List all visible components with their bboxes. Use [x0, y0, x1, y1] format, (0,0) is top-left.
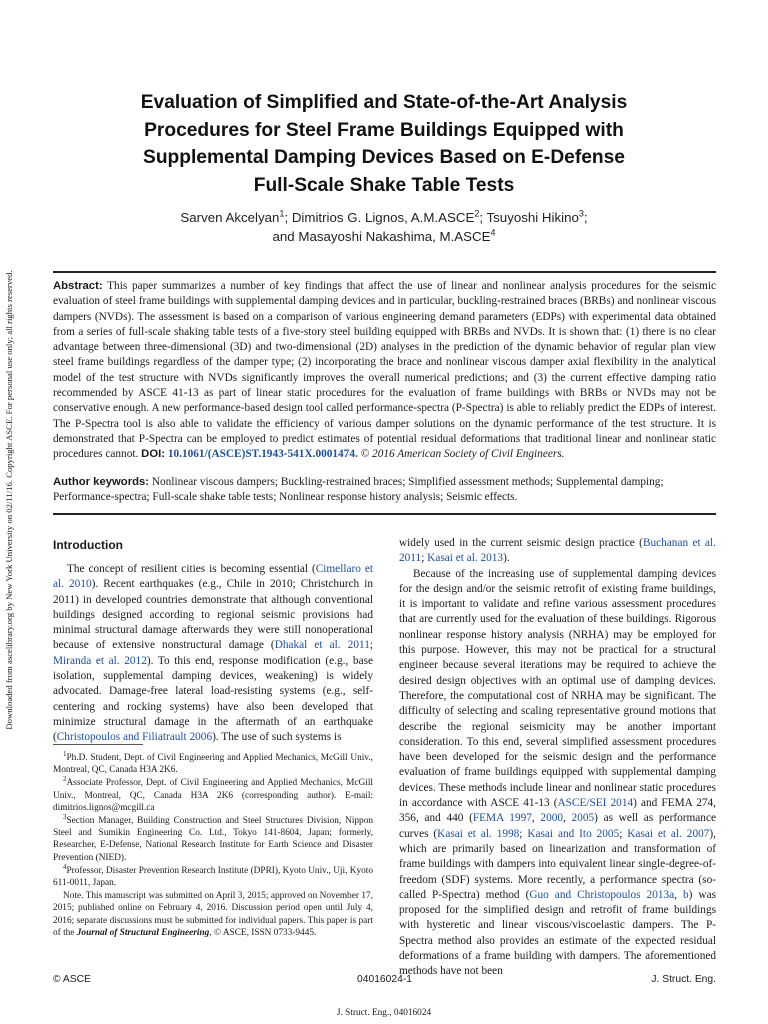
- author-name: ; Tsuyoshi Hikino: [479, 210, 579, 225]
- body-text: ).: [503, 552, 510, 565]
- citation-link[interactable]: Guo and Christopoulos 2013a: [529, 888, 675, 901]
- author-name: ; Dimitrios G. Lignos, A.M.ASCE: [284, 210, 475, 225]
- body-text: ). The use of such systems is: [212, 731, 342, 744]
- abstract-text: This paper summarizes a number of key findings that affect the use of linear and nonlinear analysis procedures for the seismic evaluation of steel frame buildings with supplemental damping devices and in particular, buckling-restrained braces (BRBs) and nonlinear viscous dampers (NVDs). The assessment is based on a comparison of various engineering demand parameters (EDPs) with experimental data obtained from a series of full-scale shaking table tests of a five-story steel building equipped with BRBs and NVDs. It is shown that: (1) there is no clear advantage between three-dimensional (3D) and two-dimensional (2D) analyses in the prediction of the dynamic behavior of regular plan view steel frame buildings regardless of the damper type; (2) incorporating the brace and nonlinear viscous damper axial flexibility in the analytical model of the test structure with NVDs significantly improves the overall numerical predictions; and (3) the current effective damping ratio recommended by ASCE 41-13 as part of linear static procedures for the evaluation of frame buildings with BRBs or NVDs may not be conservative enough. A new performance-based design tool called performance-spectra (P-Spectra) is able to reliably predict the EDPs of interest. The P-Spectra tool is also able to validate the efficiency of various damper solutions on the dynamic performance of the test structure. It is demonstrated that P-Spectra can be employed to predict estimates of potential residual deformations that traditional linear and nonlinear static procedures cannot.: [53, 280, 716, 461]
- title-line: Procedures for Steel Frame Buildings Equipped with: [144, 119, 624, 141]
- footnote: [53, 777, 373, 814]
- download-notice: [2, 240, 16, 760]
- footnote: [53, 812, 373, 864]
- abstract-label: Abstract:: [53, 280, 103, 292]
- footnote-marker: 1: [63, 749, 67, 758]
- author-list: [60, 208, 708, 246]
- note-text: Note. This manuscript was submitted on April 3, 2015; approved on November 17, 2015; published online on February 4, 2016. Discussion period open until July 4, 2016; separate discussions must be submitted for individual papers. This paper is part of the: [53, 891, 373, 938]
- affiliation-marker: 1: [279, 208, 285, 219]
- author-name: and Masayoshi Nakashima, M.ASCE: [272, 229, 491, 244]
- submission-note: [53, 890, 373, 939]
- citation-link[interactable]: FEMA 1997: [472, 812, 532, 825]
- header-rule: [53, 271, 716, 273]
- doi-label: DOI:: [141, 448, 166, 461]
- title-line: Supplemental Damping Devices Based on E-Defense: [143, 147, 625, 168]
- body-text: ). To this end, response modification (e.g., base isolation, supplemental damping devices, weakening) is widely advocated. Damage-free lateral load-resisting systems (e.g., self-centering and rocking systems) have also been developed that minimize structural damage in the aftermath of an earthquake (: [53, 654, 374, 744]
- body-text: ) and FEMA 274, 356, and 440 (: [399, 797, 717, 825]
- citation-link[interactable]: Cimellaro et al. 2010: [53, 563, 374, 591]
- paper-title: [60, 89, 708, 199]
- keywords-rule: [53, 513, 716, 515]
- section-heading: Introduction: [53, 538, 123, 552]
- footer-publisher: © ASCE: [53, 974, 91, 985]
- body-text: ;: [619, 827, 628, 840]
- author-separator: ;: [583, 210, 588, 225]
- affiliation-marker: 4: [490, 227, 496, 238]
- citation-link[interactable]: Kasai and Ito 2005: [527, 827, 620, 840]
- citation-link[interactable]: 2005: [571, 812, 595, 825]
- footnote-marker: 2: [63, 775, 67, 784]
- keywords-text: Nonlinear viscous dampers; Buckling-restrained braces; Simplified assessment methods; Supplemental damping; Performance-spectra; Full-scale shake table tests; Nonlinear response history analysis; Seismic effects.: [53, 476, 664, 504]
- body-paragraph: [399, 567, 716, 980]
- author-name: Sarven Akcelyan: [180, 210, 280, 225]
- page-footer: [53, 974, 716, 988]
- citation-link[interactable]: Kasai et al. 2013: [427, 552, 504, 565]
- body-text: ) was proposed for the simplified design and retrofit of frame buildings with hysteretic and linear viscous/viscoelastic dampers. The P-Spectra method also provides an estimate of the expected residual deformations of a frame building with dampers. The aforementioned methods have not been: [399, 888, 716, 978]
- footnote: [53, 749, 373, 776]
- affiliation-marker: 3: [578, 208, 584, 219]
- abstract-copyright: © 2016 American Society of Civil Engineers.: [360, 448, 565, 461]
- body-text: ), which are primarily based on linearization and transformation of frame buildings with dampers into equivalent linear single-degree-of-freedom (SDF) systems. More recently, a performance spectra (so-called P-Spectra) method (: [399, 827, 716, 901]
- citation-link[interactable]: Kasai et al. 2007: [627, 827, 710, 840]
- abstract: [53, 279, 716, 463]
- running-foot: J. Struct. Eng., 04016024: [336, 1008, 432, 1018]
- body-text: Because of the increasing use of supplemental damping devices for the design and/or the seismic retrofit of existing frame buildings, it is important to validate and refine various assessment procedures that are currently used for the evaluation of these buildings. Rigorous nonlinear response history analysis (NRHA) may be employed for this purpose. However, this may not be practical for a structural engineer because several iterations may be required to achieve the desired design objectives with an optimal use of damping devices. Therefore, the computational cost of NRHA may be significant. The difficulty of selecting and scaling representative ground motions that describe the regional seismicity may be another important consideration. To this end, several simplified assessment procedures have been developed for the seismic design and the performance evaluation of frame buildings equipped with supplemental damping devices. These methods include linear and nonlinear static procedures in accordance with ASCE 41-13 (: [399, 567, 716, 810]
- body-text: The concept of resilient cities is becoming essential (: [67, 563, 316, 575]
- body-text: ,: [674, 888, 683, 901]
- body-paragraph: [399, 536, 716, 567]
- body-text: ). Recent earthquakes (e.g., Chile in 2010; Christchurch in 2011) in developed countries demonstrate that although conventional buildings designed according to regional seismic provisions had minimal structural damage afterwards they were still nonoperational because of extensive nonstructural damage (: [53, 578, 373, 652]
- body-text: widely used in the current seismic design practice (: [399, 537, 643, 549]
- citation-link[interactable]: Kasai et al. 1998: [437, 827, 520, 840]
- citation-link[interactable]: Miranda et al. 2012: [53, 654, 147, 667]
- doi-link[interactable]: 10.1061/(ASCE)ST.1943-541X.0001474.: [167, 448, 358, 461]
- right-column: [399, 536, 716, 980]
- citation-link[interactable]: Christopoulos and Filiatrault 2006: [56, 731, 213, 744]
- citation-link[interactable]: Buchanan et al. 2011: [399, 537, 716, 565]
- intro-paragraph: [53, 562, 373, 746]
- author-line: [60, 227, 708, 246]
- footnote-text: Professor, Disaster Prevention Research Institute (DPRI), Kyoto Univ., Uji, Kyoto 611-0011, Japan.: [53, 865, 373, 889]
- title-line: Evaluation of Simplified and State-of-the-Art Analysis: [140, 92, 628, 113]
- body-text: ,: [563, 812, 572, 825]
- footer-journal: J. Struct. Eng.: [651, 974, 716, 985]
- affiliation-marker: 2: [474, 208, 480, 219]
- body-text: ;: [369, 639, 373, 652]
- body-text: ,: [531, 812, 541, 825]
- citation-link[interactable]: b: [683, 888, 689, 901]
- footnote-text: Section Manager, Building Construction and Steel Structures Division, Nippon Steel and Sumikin Engineering Co. Ltd., Tokyo 141-8604, Japan; formerly, Researcher, E-Defense, National Research Institute for Earth Science and Disaster Prevention (NIED).: [53, 816, 373, 863]
- citation-link[interactable]: 2000: [540, 812, 564, 825]
- footnote-rule: [53, 744, 143, 745]
- footnote-marker: 3: [63, 812, 67, 821]
- body-text: ;: [519, 827, 528, 840]
- footnote: [53, 862, 373, 889]
- body-text: ;: [421, 552, 428, 565]
- footnote-text: Ph.D. Student, Dept. of Civil Engineering and Applied Mechanics, McGill Univ., Montreal, QC, Canada H3A 2K6.: [53, 753, 373, 776]
- footnote-marker: 4: [63, 862, 67, 871]
- footnote-text: Associate Professor, Dept. of Civil Engineering and Applied Mechanics, McGill Univ., Montreal, QC, Canada H3A 2K6 (corresponding author). E-mail: dimitrios.lignos@mcgill.ca: [53, 778, 373, 813]
- keywords-label: Author keywords:: [53, 476, 150, 488]
- footer-page-id: 04016024-1: [357, 974, 412, 985]
- author-keywords: [53, 475, 716, 506]
- author-line: [60, 208, 708, 227]
- title-line: Full-Scale Shake Table Tests: [253, 174, 515, 196]
- note-text: , © ASCE, ISSN 0733-9445.: [209, 927, 317, 938]
- citation-link[interactable]: Dhakal et al. 2011: [274, 639, 370, 652]
- intro-column: [53, 562, 373, 746]
- journal-name: Journal of Structural Engineering: [76, 927, 210, 938]
- footnotes: [53, 749, 373, 940]
- citation-link[interactable]: ASCE/SEI 2014: [557, 797, 634, 810]
- body-text: ) as well as performance curves (: [399, 812, 716, 840]
- download-notice-text: Downloaded from ascelibrary.org by New York University on 02/11/16. Copyright ASCE. For personal use only; all rights reserved.: [4, 270, 14, 730]
